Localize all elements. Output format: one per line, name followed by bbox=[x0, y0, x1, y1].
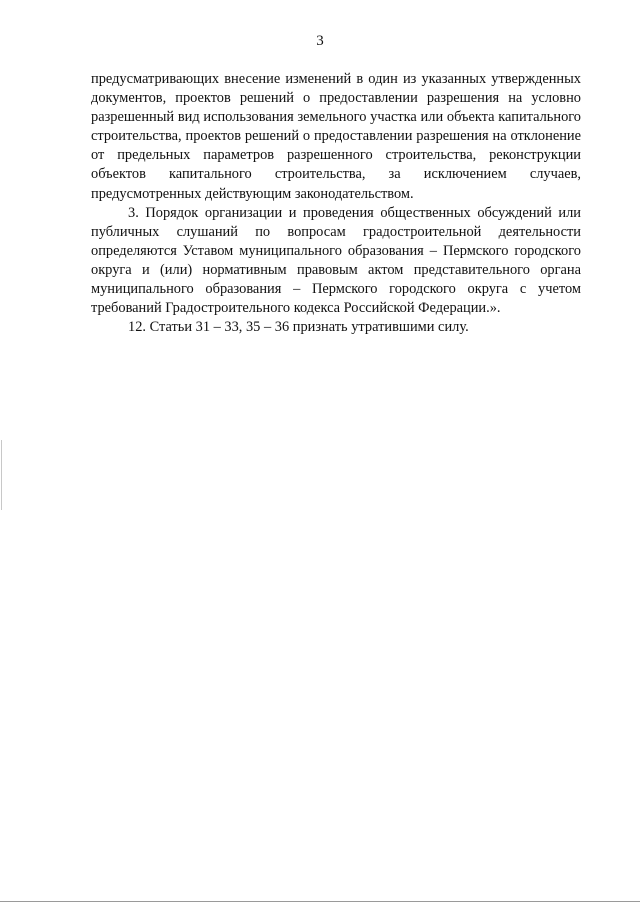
scan-edge-line-left bbox=[1, 440, 2, 510]
paragraph-clause-3: 3. Порядок организации и проведения общественных обсуждений или публичных слушаний по вопросам градостроительной деятельности определяются Уставом муниципального образования – Пермского городского округа и (или) нормативным правовым актом представительного органа муниципального образования – Пермского городского округа с учетом требований Градостроительного кодекса Российской Федерации.». bbox=[91, 204, 581, 317]
page-number: 3 bbox=[316, 33, 324, 49]
paragraph-item-12: 12. Статьи 31 – 33, 35 – 36 признать утратившими силу. bbox=[128, 319, 469, 336]
scan-edge-line-bottom bbox=[0, 901, 640, 902]
document-body bbox=[91, 70, 581, 337]
paragraph-continuation: предусматривающих внесение изменений в один из указанных утвержденных документов, проектов решений о предоставлении разрешения на условно разрешенный вид использования земельного участка или объекта капитального строительства, проектов решений о предоставлении разрешения на отклонение от предельных параметров разрешенного строительства, реконструкции объектов капитального строительства, за исключением случаев, предусмотренных действующим законодательством. bbox=[91, 71, 581, 202]
